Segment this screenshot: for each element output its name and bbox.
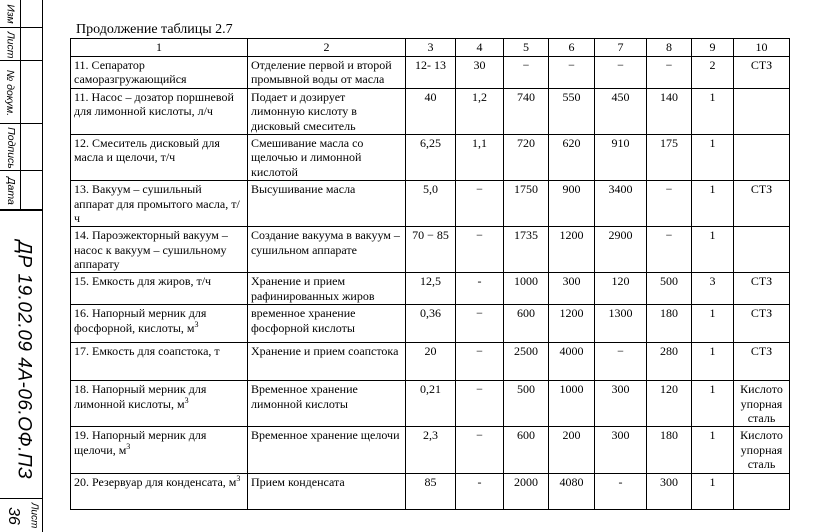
stamp-izm-label: Изм xyxy=(4,4,17,24)
table-row xyxy=(71,305,790,343)
column-header-2: 2 xyxy=(248,39,406,57)
cell-col-4: - xyxy=(456,473,504,509)
cell-col-5: 500 xyxy=(504,381,549,427)
equipment-purpose: Смешивание масла со щелочью и лимонной кислотой xyxy=(248,134,406,180)
cell-col-6: 620 xyxy=(549,134,595,180)
document-code: ДР 19.02.09 4А-06.ОФ.ПЗ xyxy=(13,240,35,480)
cell-col-9: 1 xyxy=(692,181,734,227)
cell-col-3: 6,25 xyxy=(406,134,456,180)
cell-col-10: СТЗ xyxy=(734,57,790,89)
table-row xyxy=(71,57,790,89)
table-row xyxy=(71,343,790,381)
cell-col-8: 180 xyxy=(647,427,692,473)
cell-col-3: 20 xyxy=(406,343,456,381)
equipment-name-text: 11. Сепаратор саморазгружающийся xyxy=(74,58,187,87)
cell-col-10 xyxy=(734,227,790,273)
cell-col-10: Кислото упорная сталь xyxy=(734,427,790,473)
cell-col-4: 1,2 xyxy=(456,88,504,134)
cell-col-7: 450 xyxy=(595,88,647,134)
equipment-name xyxy=(71,181,248,227)
column-header-3: 3 xyxy=(406,39,456,57)
cell-col-6: 1200 xyxy=(549,305,595,343)
cell-col-6: − xyxy=(549,57,595,89)
cell-col-5: 2000 xyxy=(504,473,549,509)
header-row xyxy=(71,39,790,57)
cell-col-9: 2 xyxy=(692,57,734,89)
equipment-name xyxy=(71,381,248,427)
column-header-6: 6 xyxy=(549,39,595,57)
equipment-name xyxy=(71,473,248,509)
cell-col-8: − xyxy=(647,181,692,227)
cell-col-10: Кислото упорная сталь xyxy=(734,381,790,427)
sheet-label: Лист xyxy=(28,502,40,528)
column-header-9: 9 xyxy=(692,39,734,57)
cell-col-9: 1 xyxy=(692,134,734,180)
equipment-name-text: 15. Емкость для жиров, т/ч xyxy=(74,274,212,289)
cell-col-3: 12- 13 xyxy=(406,57,456,89)
cell-col-8: − xyxy=(647,57,692,89)
cell-col-10: СТЗ xyxy=(734,305,790,343)
table-row xyxy=(71,273,790,305)
cell-col-3: 70 − 85 xyxy=(406,227,456,273)
cell-col-6: 1200 xyxy=(549,227,595,273)
equipment-name xyxy=(71,427,248,473)
table-row xyxy=(71,427,790,473)
stamp-date-label: Дата xyxy=(4,176,17,205)
cell-col-8: 175 xyxy=(647,134,692,180)
equipment-name xyxy=(71,134,248,180)
table-row xyxy=(71,473,790,509)
table-caption: Продолжение таблицы 2.7 xyxy=(76,22,233,37)
equipment-name-text: 20. Резервуар для конденсата, м xyxy=(74,474,237,489)
cell-col-5: 1735 xyxy=(504,227,549,273)
cell-col-9: 1 xyxy=(692,305,734,343)
cell-col-6: 900 xyxy=(549,181,595,227)
cell-col-7: 300 xyxy=(595,381,647,427)
equipment-purpose: Создание вакуума в вакуум – сушильном аппарате xyxy=(248,227,406,273)
column-header-10: 10 xyxy=(734,39,790,57)
cell-col-7: 3400 xyxy=(595,181,647,227)
equipment-purpose: Хранение и прием соапстока xyxy=(248,343,406,381)
cell-col-6: 300 xyxy=(549,273,595,305)
equipment-purpose: Временное хранение щелочи xyxy=(248,427,406,473)
cell-col-8: 300 xyxy=(647,473,692,509)
cell-col-9: 1 xyxy=(692,343,734,381)
cell-col-7: 120 xyxy=(595,273,647,305)
cell-col-5: 600 xyxy=(504,427,549,473)
cell-col-5: 1750 xyxy=(504,181,549,227)
cell-col-3: 2,3 xyxy=(406,427,456,473)
cell-col-4: 30 xyxy=(456,57,504,89)
cell-col-4: − xyxy=(456,227,504,273)
cell-col-8: 180 xyxy=(647,305,692,343)
equipment-purpose: Подает и дозирует лимонную кислоту в дисковый смеситель xyxy=(248,88,406,134)
cell-col-8: 140 xyxy=(647,88,692,134)
cell-col-7: − xyxy=(595,57,647,89)
cell-col-5: 2500 xyxy=(504,343,549,381)
equipment-name-text: 12. Смеситель дисковый для масла и щелочи, т/ч xyxy=(74,135,220,165)
cell-col-4: − xyxy=(456,305,504,343)
cell-col-8: − xyxy=(647,227,692,273)
equipment-name xyxy=(71,343,248,381)
cell-col-7: 1300 xyxy=(595,305,647,343)
cell-col-6: 200 xyxy=(549,427,595,473)
cell-col-7: 910 xyxy=(595,134,647,180)
table-row xyxy=(71,381,790,427)
equipment-purpose: Временное хранение лимонной кислоты xyxy=(248,381,406,427)
table-row xyxy=(71,181,790,227)
equipment-purpose: Прием конденсата xyxy=(248,473,406,509)
column-header-7: 7 xyxy=(595,39,647,57)
cell-col-6: 4000 xyxy=(549,343,595,381)
equipment-name-text: 14. Пароэжекторный вакуум – насос к вакуум – сушильному аппарату xyxy=(74,228,228,272)
stamp-doc-num-label: № докум. xyxy=(4,69,17,116)
cell-col-8: 280 xyxy=(647,343,692,381)
cell-col-10: СТЗ xyxy=(734,181,790,227)
cell-col-4: − xyxy=(456,427,504,473)
equipment-table xyxy=(70,38,790,510)
cell-col-8: 120 xyxy=(647,381,692,427)
equipment-purpose: Отделение первой и второй промывной воды от масла xyxy=(248,57,406,89)
cell-col-3: 12,5 xyxy=(406,273,456,305)
stamp-list-label: Лист xyxy=(4,30,17,59)
cell-col-3: 85 xyxy=(406,473,456,509)
column-header-1: 1 xyxy=(71,39,248,57)
cell-col-7: - xyxy=(595,473,647,509)
cell-col-5: 720 xyxy=(504,134,549,180)
equipment-name-text: 18. Напорный мерник для лимонной кислоты, м xyxy=(74,382,207,411)
cell-col-4: - xyxy=(456,273,504,305)
cell-col-10 xyxy=(734,88,790,134)
cell-col-9: 1 xyxy=(692,381,734,427)
column-header-4: 4 xyxy=(456,39,504,57)
unit-superscript: 3 xyxy=(184,395,189,405)
cell-col-6: 4080 xyxy=(549,473,595,509)
cell-col-5: − xyxy=(504,57,549,89)
unit-superscript: 3 xyxy=(236,473,241,483)
stamp-signature-label: Подпись xyxy=(4,126,17,169)
equipment-name-text: 19. Напорный мерник для щелочи, м xyxy=(74,428,207,457)
equipment-name-text: 13. Вакуум – сушильный аппарат для промытого масла, т/ч xyxy=(74,182,240,225)
cell-col-6: 550 xyxy=(549,88,595,134)
equipment-name xyxy=(71,227,248,273)
cell-col-9: 3 xyxy=(692,273,734,305)
equipment-name xyxy=(71,57,248,89)
cell-col-3: 5,0 xyxy=(406,181,456,227)
cell-col-3: 0,36 xyxy=(406,305,456,343)
cell-col-7: 300 xyxy=(595,427,647,473)
cell-col-9: 1 xyxy=(692,88,734,134)
sheet-number: 36 xyxy=(4,507,22,525)
cell-col-10 xyxy=(734,134,790,180)
cell-col-6: 1000 xyxy=(549,381,595,427)
equipment-purpose: Хранение и прием рафинированных жиров xyxy=(248,273,406,305)
unit-superscript: 3 xyxy=(194,319,199,329)
cell-col-3: 0,21 xyxy=(406,381,456,427)
cell-col-5: 740 xyxy=(504,88,549,134)
table-row xyxy=(71,88,790,134)
cell-col-10 xyxy=(734,473,790,509)
column-header-8: 8 xyxy=(647,39,692,57)
cell-col-7: − xyxy=(595,343,647,381)
equipment-purpose: Высушивание масла xyxy=(248,181,406,227)
cell-col-3: 40 xyxy=(406,88,456,134)
table-row xyxy=(71,134,790,180)
cell-col-4: − xyxy=(456,381,504,427)
unit-superscript: 3 xyxy=(126,441,131,451)
equipment-name-text: 11. Насос – дозатор поршневой для лимонной кислоты, л/ч xyxy=(74,89,234,119)
cell-col-9: 1 xyxy=(692,427,734,473)
cell-col-4: − xyxy=(456,343,504,381)
equipment-name xyxy=(71,88,248,134)
cell-col-9: 1 xyxy=(692,473,734,509)
equipment-name-text: 16. Напорный мерник для фосфорной, кислоты, м xyxy=(74,306,207,335)
cell-col-10: СТЗ xyxy=(734,343,790,381)
cell-col-8: 500 xyxy=(647,273,692,305)
cell-col-4: − xyxy=(456,181,504,227)
table-row xyxy=(71,227,790,273)
equipment-name-text: 17. Емкость для соапстока, т xyxy=(74,344,220,359)
cell-col-7: 2900 xyxy=(595,227,647,273)
cell-col-9: 1 xyxy=(692,227,734,273)
equipment-purpose: временное хранение фосфорной кислоты xyxy=(248,305,406,343)
equipment-name xyxy=(71,273,248,305)
cell-col-5: 1000 xyxy=(504,273,549,305)
cell-col-5: 600 xyxy=(504,305,549,343)
cell-col-10: СТЗ xyxy=(734,273,790,305)
column-header-5: 5 xyxy=(504,39,549,57)
cell-col-4: 1,1 xyxy=(456,134,504,180)
equipment-name xyxy=(71,305,248,343)
